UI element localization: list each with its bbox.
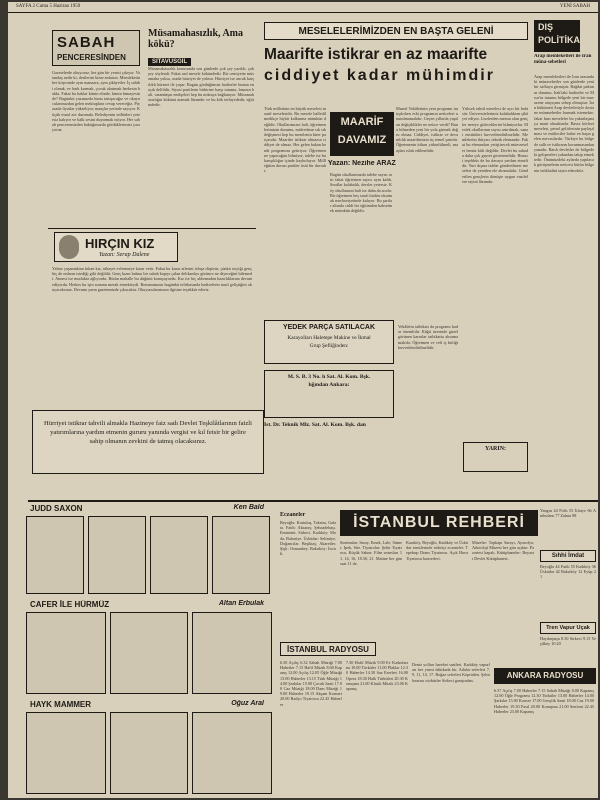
comic-1-author: Ken Bald xyxy=(233,504,264,511)
main-headline xyxy=(264,44,528,102)
comic-3-title: HAYK MAMMER xyxy=(30,700,92,709)
msb-title: M. S. B. 3 No. lı Sat. Al. Kom. Bşk. xyxy=(287,374,371,380)
sabah-column: Gazetelerde okuyoruz, her gün bir yenisi çıkıyor. Vatandaş nedir ki, dertlerini kime anlatsın. Memleketin her köşesinde aynı manzara, aynı şikâyetler. İş sahibi olmak, ev bark kurmak, çocuk okutmak herkesin hakkı. Fakat bu haklar kimin elinde, kimin himayesinde? Bugünkü yazımızda bunu tartışacağız ve okuyucularımızdan gelen mektuplara cevap vereceğiz. Piyasada fiyatlar yükseliyor, maaşlar yerinde sayıyor. Küçük esnaf zor durumda. Belediyenin tedbirleri yetersiz kalıyor ve halk sesini duyurmak istiyor. Her sabah penceremizden baktığımızda gördüklerimizi yazıyoruz. xyxy=(52,70,140,133)
ankara-radyosu-list: 6.57 Açılış 7.00 Haberler 7.15 Sabah Müziği 8.00 Kapanış 12.00 Öğle Programı 12.30 Türküler 13.00 Haberler 14.00 Şarkılar 15.00 Konser 17.00 Gençlik Saati 18.00 Caz 19.00 Haberler 19.30 Fasıl 20.00 Konuşma 21.00 Senfoni 22.45 Haberler 23.00 Kapanış xyxy=(494,688,594,714)
main-col-5: Vekâletin tatbikatı da programı kadar önemlidir. Kâğıt üzerinde güzel görünen kararlar tatbikatta aksamamalıdır. Öğretmen ve veli iş birliği kuvvetlendirilmelidir. xyxy=(398,324,458,350)
musamahasizlik-title: Müsamahasızlık, Ama kökü? xyxy=(148,28,244,50)
sabah-box xyxy=(52,30,140,66)
sihhi-imdat-title: Sıhhi İmdat xyxy=(551,553,585,559)
dis-politika-line2: POLİTİKA xyxy=(538,35,580,45)
dis-politika-line1: DIŞ xyxy=(538,22,554,32)
main-col-3: Maarif Vekâletinin yeni programı tartışılırken eski programın neticeleri unutulmamalıdır. Geçen yıllarda yapılan değişiklikler ne netice verdi? Bunu bilmeden yeni bir yola girmek doğru olmaz. Ciddiyet, istikrar ve devamlılık maarifimizin üç temel şartıdır. Öğretmenin itibarı yükseltilmeli, maaşları ıslah edilmelidir. xyxy=(396,106,458,153)
istanbul-radyosu-title: İSTANBUL RADYOSU xyxy=(287,645,369,654)
istanbul-rehberi-banner xyxy=(340,510,538,536)
sabah-subtitle: PENCERESİNDEN xyxy=(57,53,126,62)
ankara-radyosu-banner xyxy=(494,668,596,684)
main-byline: Yazan: Nezihe ARAZ xyxy=(328,160,396,167)
hircin-kiz-illustration xyxy=(59,235,79,259)
istanbul-rehberi-title: İSTANBUL REHBERİ xyxy=(353,514,525,531)
dis-politika-badge xyxy=(534,20,580,52)
header-paper: YENİ SABAH xyxy=(559,4,590,9)
dis-politika-column: Arap memleketleri ile İran arasındaki münasebetler son günlerde yeni bir safhaya girmiştir. Bağdat paktının durumu, Irak'taki hadiseler ve Mısır'ın tutumu bölgede yeni bir muvazene arayışına sebep olmuştur. İran hükümeti Arap devletleriyle dostane münasebetler kurmak istemekte, fakat bazı meseleler bu yakınlaşmaya mani olmaktadır. Basra körfezi meselesi, petrol gelirlerinin paylaşılması ve mülteciler bahsi en başta gelen mevzulardır. Türkiye bu bölgede sulh ve istikrarın korunmasından yanadır. Batılı devletler de bölgedeki gelişmeleri yakından takip etmektedir. Önümüzdeki aylarda yapılacak görüşmelerin neticesi bütün bölgenin istikbalini tayin edecektir. xyxy=(534,74,594,173)
dis-politika-sub: Arap memleketleri ile İran müna-sebetleri xyxy=(534,54,592,65)
main-headline-2: ciddiyet kadar mühimdir xyxy=(264,67,495,84)
sihhi-imdat-list: Beyoğlu 44 Fatih 55 Kadıköy 36 Üsküdar 42 Bakırköy 12 Eyüp 21 xyxy=(540,564,596,580)
tren-vapur-list: Haydarpaşa 8.30 Sirkeci 9.15 Yeşilköy 10.20 xyxy=(540,636,596,647)
header-date: SAYFA 2 Cuma 5 Haziran 1959 xyxy=(16,4,81,9)
istanbul-radyosu-header xyxy=(280,642,376,656)
main-kicker xyxy=(264,22,528,40)
hircin-kiz-title: HIRÇIN KIZ xyxy=(85,236,155,251)
maarif-davamiz-badge xyxy=(330,112,394,156)
hurriyet-notice xyxy=(32,410,264,474)
main-headline-1: Maarifte istikrar en az maarifte xyxy=(264,46,488,63)
sabah-title: SABAH xyxy=(57,34,116,51)
tren-vapur-title: Tren Vapur Uçak xyxy=(546,625,590,631)
maarif-title-2: DAVAMIZ xyxy=(337,134,387,146)
yedek-line1: Karayolları Haletepe Makine ve İkmal xyxy=(287,335,371,341)
main-col-4: Yüksek tahsil meselesi de ayrı bir bahistir. Üniversitelerimiz kalabalıktan şikâyet ediyor. Liselerden mezun olan gençler nereye gideceklerini bilmiyorlar. Meslek okullarının sayısı artırılmalı, sanat enstitüleri kuvvetlendirilmelidir. Memleketin ihtiyacı teknik elemandır. Fakat bu elemanları yetiştirecek müesseseler henüz kâfi değildir. Devlet bu sahada daha çok gayret göstermelidir. Hususi teşebbüs de bu davaya yardım etmelidir. Yurt dışına talebe gönderilmesi meselesi de yeniden ele alınmalıdır. Gönderilen gençlerin dönüşte uygun vazifelere tayini lâzımdır. xyxy=(462,106,528,184)
rehberi-col-4: Müzeler: Topkapı Sarayı, Ayasofya, Arkeoloji Müzesi her gün açıktır. Pazartesi kapalı. Kütüphaneler: Beyazıt Devlet Kütüphanesi. xyxy=(472,540,534,561)
ist-teknik-title: İst. Dr. Teknik Mlz. Sat. Al. Kom. Bşk. dan xyxy=(264,422,366,428)
comic-2-author: Altan Erbulak xyxy=(218,600,264,607)
main-col-2: Bugün okullarımızda talebe sayısı arttı fakat öğretmen sayısı aynı kaldı. Sınıflar kalabalık, dersler yetersiz. Köy okullarının hali ise daha da acıdır. Bir öğretmen beş sınıfı birden okutmak mecburiyetinde kalıyor. Bu şartlar altında ciddi bir eğitimden bahsetmek mümkün değildir. xyxy=(330,172,392,214)
ist-teknik-ad xyxy=(264,422,394,478)
maarif-title-1: MAARİF xyxy=(340,116,384,128)
rehberi-col-2: Sinemalar: Saray, Emek, Lale, Sümer, Ipek, Site. Tiyatrolar: Şehir Tiyatrosu, Küçük Sahne. Film seansları 11, 14, 16, 18.30, 21. Matine her gün saat 11 de. xyxy=(340,540,402,566)
hircin-kiz-subtitle: Yazan: Serap Dalene xyxy=(99,252,150,258)
rehberi-col-3: Karaköy, Beyoğlu, Kadıköy ve Üsküdar semtlerinde nöbetçi eczaneler. Tepebaşı Dram Tiyatrosu. Açık Hava Tiyatrosu konserleri. xyxy=(406,540,468,561)
msb-ad xyxy=(264,370,394,418)
comic-1-title: JUDD SAXON xyxy=(30,504,83,513)
yedek-title: YEDEK PARÇA SATILACAK xyxy=(282,324,376,331)
istanbul-radyosu-list-2: 7.30 Hafif Müzik 9.00 Ev Kadınlarına 10.00 Türküler 11.00 Plaklar 12.30 Haberler 14.30 Saz Eserleri 16.00 Opera 18.30 Halk Türküleri 20.30 Konuşma 21.00 Klasik Müzik 23.00 Kapanış xyxy=(346,660,408,692)
musamahasizlik-author: SITAVUSGIL xyxy=(148,58,191,66)
page-header xyxy=(8,2,598,12)
right-top-list: Yangın 44 Polis 55 İtfaiye 66 Ambulans 77 Zabıta 88 xyxy=(540,508,596,519)
comic-3-author: Oğuz Aral xyxy=(231,700,264,707)
rehberi-bottom-col: Deniz yolları hareket saatleri. Kadıköy vapurları her yirmi dakikada bir. Adalar seferleri 7, 9, 11, 14, 17. Boğaz seferleri Köprüden. Şehirlerarası otobüsler Sirkeci garajından. xyxy=(412,662,490,683)
yedek-parca-ad xyxy=(264,320,394,364)
eczaneler-label: Eczaneler xyxy=(280,512,306,518)
yedek-line2: Grup Şefliğinden: xyxy=(309,343,349,349)
tren-vapur-box xyxy=(540,622,596,634)
sihhi-imdat-box xyxy=(540,550,596,562)
msb-sub: lığından Ankara: xyxy=(308,382,350,388)
ankara-radyosu-title: ANKARA RADYOSU xyxy=(506,671,584,680)
hircin-kiz-column: Yalnız yaşamaktan bıkan kız, nihayet evlenmeye karar verir. Fakat bu karar ailesini telaşa düşürür, çünkü seçtiği genç hiç de onların istediği gibi değildir. Genç kızın babası bir sabah kapıyı çalan delikanlıyı görünce ne diyeceğini bilemedi. Annesi ise mutfakta ağlıyordu. Bütün mahalle bu düğünü konuşuyordu. Kız ise hiç aldırmadan hazırlıklarına devam ediyordu. Herkes bu işin sonunu merak etmekteydi. Romanımızın bugünkü tefrikasında hadiselerin nasıl geliştiğini okuyacaksınız. Devamı yarın gazetemizde çıkacaktır. Okuyucularımızın ilgisine teşekkür ederiz. xyxy=(52,266,252,292)
istanbul-radyosu-list: 6.30 Açılış 6.32 Sabah Müziği 7.00 Haberler 7.15 Hafif Müzik 8.00 Kapanış 12.00 Açılış 12.05 Öğle Müziği 13.00 Haberler 13.15 Türk Müziği 14.00 Şarkılar 15.00 Çocuk Saati 17.00 Caz Müziği 18.00 Dans Müziği 19.00 Haberler 19.15 Akşam Konseri 20.00 Radyo Tiyatrosu 22.45 Haberler xyxy=(280,660,342,707)
rehberi-col-1: Beyoğlu: Kurtuluş, Taksim, Galata. Fatih: Aksaray, Şehzadebaşı. Eminönü: Sirkeci. Kadıköy: Moda, Bahariye. Üsküdar: Selimiye, Doğancılar. Beşiktaş: Akaretler. Şişli: Osmanbey. Bakırköy: İncirli. xyxy=(280,520,336,557)
yarin-box xyxy=(463,442,528,472)
musamahasizlik-article: Müsamahasızlık, Ama kökü? SITAVUSGIL Müsamahasızlık konusunda son günlerde çok şey yazıldı, çok şey söylendi. Fakat asıl mesele kökündedir. Bir cemiyette müsamaha yoksa, orada hürriyet de yoktur. Hürriyet ise ancak karşılıklı hürmet ile yaşar. Bugün gördüğümüz hadiseler bunun en açık delilidir. Siyasi partilerin birbirine karşı tutumu, basının hali, vatandaşın endişeleri hep bu noktaya bağlanıyor. Müsamahasızlığın kökünü aramak lâzımdır ve bu kök terbiyededir, eğitimdedir. xyxy=(148,28,254,108)
comic-hayk-mammer xyxy=(26,700,272,796)
hurriyet-notice-text: Hürriyet istikrar tahvili almakla Hazineye faiz sadı Devlet Teşkilâtlarının faizli yatırımlarına yardım etmenin gururu yanında vergisi ve kıl fetsir bir gelire sahip olmanın zevkini de tatmış olacaksınız. xyxy=(44,420,252,445)
hircin-kiz-box xyxy=(54,232,178,262)
main-col-1: Türk milletinin en büyük meselesi maarif meselesidir. Bu mesele halledilmedikçe hiçbir kalkınma mümkün değildir. Okullarımızın hali, öğretmenlerimizin durumu, müfredatın sık sık değişmesi hep bu meselenin birer parçasıdır. Maarifte istikrar olmazsa ciddiyet de olmaz. Her gelen bakan kendi programını getiriyor. Öğretmen ne yapacağını bilmiyor, talebe ise bu karışıklığın içinde kayboluyor. Millî eğitim davası partiler üstü bir davadır. xyxy=(264,106,326,174)
comic-judd-saxon xyxy=(26,504,272,596)
comic-cafer-hurmuz xyxy=(26,600,272,696)
main-kicker-text: MESELELERİMİZDEN EN BAŞTA GELENİ xyxy=(298,26,494,37)
newspaper-page xyxy=(8,2,598,798)
comic-2-title: CAFER İLE HÜRMÜZ xyxy=(30,600,110,609)
yarin-label: YARIN: xyxy=(484,446,507,452)
